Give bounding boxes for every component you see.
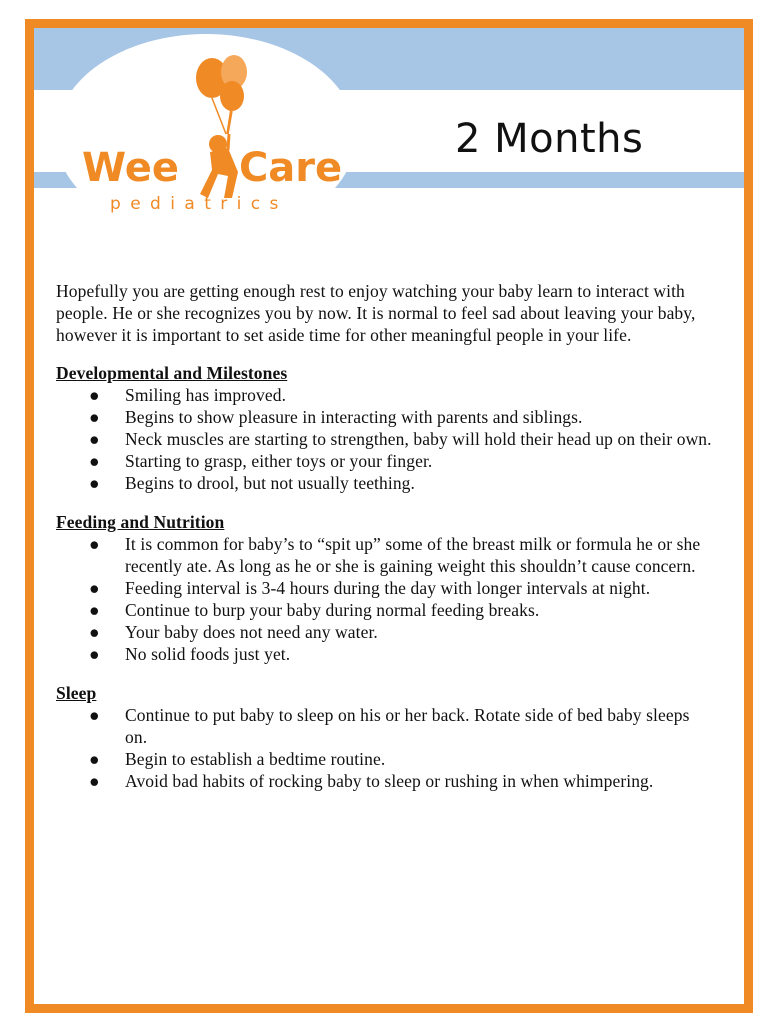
list-item: ● Feeding interval is 3-4 hours during the day with longer intervals at night.	[89, 578, 651, 598]
section-heading-sleep: Sleep	[56, 683, 97, 703]
header-banner	[34, 28, 744, 268]
list-item: ● It is common for baby’s to “spit up” some of the breast milk or formula he or she recently ate. As long as he or she is gaining weight this shouldn’t cause concern.	[89, 534, 701, 576]
developmental-list	[56, 384, 716, 494]
list-item: ● Your baby does not need any water.	[89, 622, 378, 642]
bullet-icon: ●	[89, 578, 100, 598]
section-heading-developmental: Developmental and Milestones	[56, 363, 288, 383]
intro-paragraph: Hopefully you are getting enough rest to enjoy watching your baby learn to interact with people. He or she recognizes you by now. It is normal to feel sad about leaving your baby, however it is important to set aside time for other meaningful people in your life.	[56, 281, 696, 345]
bullet-icon: ●	[89, 451, 100, 471]
list-item: ● Begins to drool, but not usually teething.	[89, 473, 416, 493]
bullet-icon: ●	[89, 705, 100, 725]
list-item: ● Continue to put baby to sleep on his or her back. Rotate side of bed baby sleeps on.	[89, 705, 690, 747]
list-item: ● No solid foods just yet.	[89, 644, 291, 664]
wee-care-logo	[82, 48, 372, 228]
bullet-icon: ●	[89, 534, 100, 554]
bullet-icon: ●	[89, 600, 100, 620]
section-heading-feeding: Feeding and Nutrition	[56, 512, 225, 532]
logo-word-wee: Wee	[82, 145, 179, 191]
bullet-icon: ●	[89, 749, 100, 769]
list-item: ● Begin to establish a bedtime routine.	[89, 749, 386, 769]
logo-wordmark	[82, 146, 372, 190]
page-frame	[25, 19, 753, 1013]
sleep-list	[56, 704, 716, 792]
list-item: ● Avoid bad habits of rocking baby to sleep or rushing in when whimpering.	[89, 771, 654, 791]
list-item: ● Begins to show pleasure in interacting with parents and siblings.	[89, 407, 583, 427]
bullet-icon: ●	[89, 385, 100, 405]
feeding-list	[56, 533, 716, 665]
list-item: ● Neck muscles are starting to strengthen, baby will hold their head up on their own.	[89, 429, 712, 449]
bullet-icon: ●	[89, 622, 100, 642]
page-title: 2 Months	[455, 116, 644, 162]
list-item: ● Starting to grasp, either toys or your finger.	[89, 451, 433, 471]
logo-tagline: p e d i a t r i c s	[110, 194, 281, 214]
document-body	[56, 280, 716, 809]
list-item: ● Smiling has improved.	[89, 385, 287, 405]
bullet-icon: ●	[89, 407, 100, 427]
list-item: ● Continue to burp your baby during normal feeding breaks.	[89, 600, 540, 620]
logo-word-care: Care	[238, 145, 343, 191]
bullet-icon: ●	[89, 473, 100, 493]
bullet-icon: ●	[89, 644, 100, 664]
bullet-icon: ●	[89, 771, 100, 791]
bullet-icon: ●	[89, 429, 100, 449]
